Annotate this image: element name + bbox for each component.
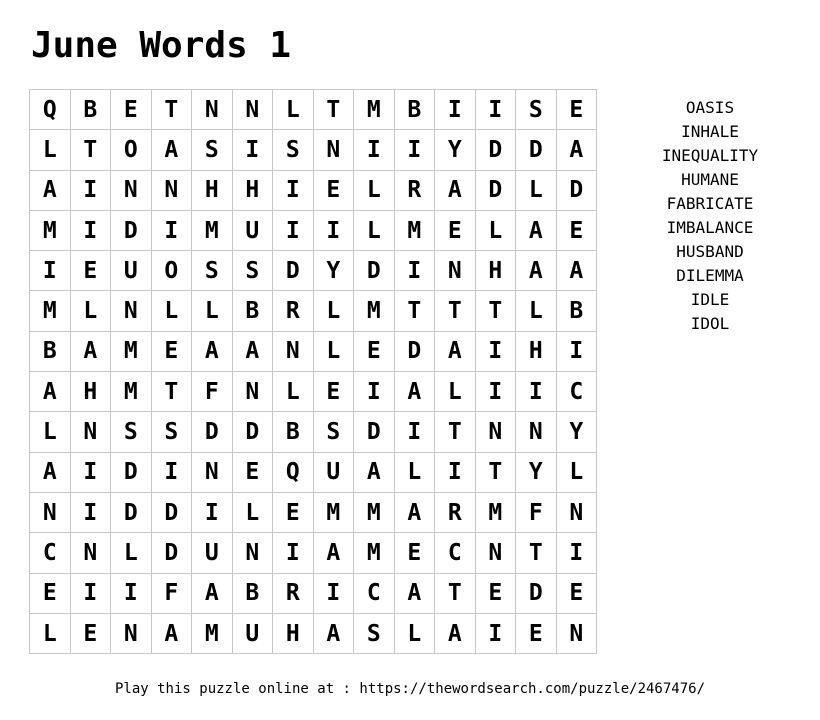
grid-cell: E bbox=[111, 90, 152, 130]
grid-cell: N bbox=[70, 533, 111, 573]
grid-cell: I bbox=[151, 210, 192, 250]
grid-cell: M bbox=[313, 492, 354, 532]
grid-cell: L bbox=[354, 170, 395, 210]
grid-cell: I bbox=[192, 492, 233, 532]
grid-row bbox=[30, 170, 597, 210]
grid-cell: E bbox=[475, 573, 516, 613]
grid-cell: N bbox=[556, 613, 597, 653]
grid-cell: E bbox=[70, 613, 111, 653]
grid-row bbox=[30, 452, 597, 492]
grid-cell: Y bbox=[313, 251, 354, 291]
grid-cell: N bbox=[30, 492, 71, 532]
grid-cell: L bbox=[394, 452, 435, 492]
grid-cell: N bbox=[192, 90, 233, 130]
grid-row bbox=[30, 492, 597, 532]
grid-cell: B bbox=[394, 90, 435, 130]
grid-row bbox=[30, 613, 597, 653]
grid-cell: E bbox=[313, 372, 354, 412]
grid-cell: E bbox=[273, 492, 314, 532]
grid-cell: A bbox=[151, 613, 192, 653]
grid-cell: A bbox=[435, 331, 476, 371]
grid-cell: I bbox=[273, 210, 314, 250]
grid-cell: M bbox=[192, 613, 233, 653]
grid-row bbox=[30, 573, 597, 613]
grid-cell: M bbox=[354, 291, 395, 331]
grid-cell: B bbox=[232, 291, 273, 331]
grid-cell: D bbox=[111, 210, 152, 250]
grid-cell: I bbox=[556, 533, 597, 573]
grid-cell: L bbox=[70, 291, 111, 331]
grid-row bbox=[30, 251, 597, 291]
grid-cell: O bbox=[111, 130, 152, 170]
grid-cell: L bbox=[30, 412, 71, 452]
grid-cell: E bbox=[354, 331, 395, 371]
grid-cell: M bbox=[192, 210, 233, 250]
grid-cell: L bbox=[232, 492, 273, 532]
grid-cell: A bbox=[394, 492, 435, 532]
grid-cell: D bbox=[273, 251, 314, 291]
grid-cell: R bbox=[273, 573, 314, 613]
grid-cell: I bbox=[273, 533, 314, 573]
grid-cell: H bbox=[475, 251, 516, 291]
grid-cell: C bbox=[556, 372, 597, 412]
grid-cell: I bbox=[435, 452, 476, 492]
grid-cell: N bbox=[232, 90, 273, 130]
grid-cell: D bbox=[111, 452, 152, 492]
word-list-item: INEQUALITY bbox=[661, 146, 759, 165]
grid-row bbox=[30, 130, 597, 170]
footer-link-text: Play this puzzle online at : https://thewordsearch.com/puzzle/2467476/ bbox=[114, 681, 705, 697]
grid-cell: A bbox=[192, 573, 233, 613]
grid-cell: U bbox=[111, 251, 152, 291]
grid-cell: D bbox=[556, 170, 597, 210]
grid-cell: B bbox=[232, 573, 273, 613]
grid-cell: U bbox=[313, 452, 354, 492]
grid-cell: E bbox=[435, 210, 476, 250]
grid-cell: U bbox=[232, 210, 273, 250]
word-list bbox=[640, 96, 780, 336]
grid-cell: D bbox=[475, 130, 516, 170]
grid-cell: I bbox=[232, 130, 273, 170]
letter-grid bbox=[29, 89, 597, 654]
grid-cell: N bbox=[475, 412, 516, 452]
grid-cell: I bbox=[111, 573, 152, 613]
grid-cell: F bbox=[151, 573, 192, 613]
grid-cell: N bbox=[151, 170, 192, 210]
grid-cell: A bbox=[30, 372, 71, 412]
word-list-item: OASIS bbox=[685, 98, 735, 117]
grid-cell: D bbox=[475, 170, 516, 210]
grid-cell: A bbox=[435, 613, 476, 653]
grid-cell: N bbox=[192, 452, 233, 492]
grid-cell: T bbox=[435, 291, 476, 331]
word-list-item: INHALE bbox=[681, 122, 739, 141]
grid-cell: L bbox=[30, 613, 71, 653]
grid-cell: I bbox=[394, 251, 435, 291]
grid-cell: D bbox=[354, 412, 395, 452]
grid-cell: I bbox=[70, 170, 111, 210]
grid-cell: N bbox=[556, 492, 597, 532]
grid-cell: E bbox=[70, 251, 111, 291]
grid-cell: D bbox=[232, 412, 273, 452]
grid-cell: M bbox=[354, 90, 395, 130]
word-list-item: IDLE bbox=[690, 290, 730, 309]
grid-cell: D bbox=[394, 331, 435, 371]
grid-cell: I bbox=[70, 573, 111, 613]
grid-cell: N bbox=[435, 251, 476, 291]
grid-cell: T bbox=[435, 412, 476, 452]
grid-cell: N bbox=[111, 613, 152, 653]
grid-cell: E bbox=[232, 452, 273, 492]
word-list-item: IMBALANCE bbox=[666, 218, 754, 237]
grid-cell: E bbox=[30, 573, 71, 613]
grid-cell: I bbox=[70, 210, 111, 250]
grid-cell: L bbox=[111, 533, 152, 573]
grid-cell: I bbox=[556, 331, 597, 371]
grid-cell: E bbox=[556, 573, 597, 613]
grid-cell: B bbox=[70, 90, 111, 130]
grid-cell: T bbox=[151, 90, 192, 130]
grid-cell: M bbox=[111, 372, 152, 412]
grid-cell: L bbox=[394, 613, 435, 653]
grid-cell: N bbox=[232, 372, 273, 412]
grid-cell: F bbox=[516, 492, 557, 532]
grid-cell: C bbox=[435, 533, 476, 573]
grid-cell: E bbox=[556, 210, 597, 250]
grid-cell: A bbox=[151, 130, 192, 170]
grid-cell: D bbox=[192, 412, 233, 452]
grid-cell: I bbox=[475, 90, 516, 130]
grid-cell: I bbox=[30, 251, 71, 291]
grid-cell: N bbox=[313, 130, 354, 170]
grid-cell: A bbox=[556, 251, 597, 291]
grid-cell: R bbox=[394, 170, 435, 210]
grid-cell: R bbox=[435, 492, 476, 532]
grid-cell: H bbox=[273, 613, 314, 653]
grid-cell: A bbox=[313, 533, 354, 573]
grid-cell: T bbox=[70, 130, 111, 170]
grid-cell: O bbox=[151, 251, 192, 291]
grid-cell: T bbox=[394, 291, 435, 331]
grid-cell: L bbox=[354, 210, 395, 250]
grid-cell: T bbox=[516, 533, 557, 573]
grid-cell: L bbox=[273, 372, 314, 412]
grid-cell: M bbox=[394, 210, 435, 250]
grid-cell: L bbox=[192, 291, 233, 331]
grid-cell: B bbox=[273, 412, 314, 452]
grid-cell: L bbox=[151, 291, 192, 331]
grid-cell: I bbox=[475, 331, 516, 371]
grid-cell: S bbox=[516, 90, 557, 130]
word-list-item: DILEMMA bbox=[676, 266, 744, 285]
grid-cell: D bbox=[111, 492, 152, 532]
grid-cell: T bbox=[435, 573, 476, 613]
grid-cell: I bbox=[475, 613, 516, 653]
grid-cell: L bbox=[516, 291, 557, 331]
grid-cell: I bbox=[354, 372, 395, 412]
grid-cell: R bbox=[273, 291, 314, 331]
grid-cell: M bbox=[354, 533, 395, 573]
grid-cell: I bbox=[151, 452, 192, 492]
grid-cell: C bbox=[354, 573, 395, 613]
grid-cell: N bbox=[516, 412, 557, 452]
grid-cell: L bbox=[475, 210, 516, 250]
grid-cell: M bbox=[30, 291, 71, 331]
grid-cell: D bbox=[151, 492, 192, 532]
grid-cell: H bbox=[70, 372, 111, 412]
grid-cell: A bbox=[435, 170, 476, 210]
grid-cell: N bbox=[273, 331, 314, 371]
grid-row bbox=[30, 372, 597, 412]
grid-cell: D bbox=[516, 130, 557, 170]
grid-cell: S bbox=[111, 412, 152, 452]
grid-cell: T bbox=[313, 90, 354, 130]
grid-cell: A bbox=[556, 130, 597, 170]
grid-cell: A bbox=[232, 331, 273, 371]
grid-row bbox=[30, 210, 597, 250]
grid-cell: I bbox=[475, 372, 516, 412]
grid-cell: I bbox=[70, 452, 111, 492]
grid-row bbox=[30, 291, 597, 331]
grid-row bbox=[30, 90, 597, 130]
grid-cell: M bbox=[30, 210, 71, 250]
grid-cell: S bbox=[192, 130, 233, 170]
grid-cell: N bbox=[475, 533, 516, 573]
grid-row bbox=[30, 533, 597, 573]
grid-cell: M bbox=[111, 331, 152, 371]
word-list-item: IDOL bbox=[690, 314, 730, 333]
grid-cell: U bbox=[192, 533, 233, 573]
grid-cell: D bbox=[516, 573, 557, 613]
grid-cell: L bbox=[313, 291, 354, 331]
word-list-item: FABRICATE bbox=[666, 194, 754, 213]
grid-cell: A bbox=[516, 210, 557, 250]
grid-cell: U bbox=[232, 613, 273, 653]
grid-cell: I bbox=[516, 372, 557, 412]
word-list-item: HUMANE bbox=[681, 170, 739, 189]
grid-cell: S bbox=[232, 251, 273, 291]
grid-cell: I bbox=[435, 90, 476, 130]
grid-cell: E bbox=[394, 533, 435, 573]
grid-cell: H bbox=[516, 331, 557, 371]
grid-cell: A bbox=[354, 452, 395, 492]
grid-cell: I bbox=[273, 170, 314, 210]
grid-cell: E bbox=[556, 90, 597, 130]
grid-cell: A bbox=[30, 170, 71, 210]
grid-cell: A bbox=[313, 613, 354, 653]
grid-cell: Y bbox=[435, 130, 476, 170]
grid-cell: F bbox=[192, 372, 233, 412]
grid-cell: E bbox=[313, 170, 354, 210]
grid-cell: B bbox=[30, 331, 71, 371]
grid-cell: L bbox=[556, 452, 597, 492]
grid-cell: E bbox=[151, 331, 192, 371]
grid-cell: L bbox=[273, 90, 314, 130]
grid-cell: L bbox=[516, 170, 557, 210]
grid-cell: N bbox=[232, 533, 273, 573]
grid-cell: S bbox=[354, 613, 395, 653]
grid-cell: I bbox=[354, 130, 395, 170]
grid-cell: Y bbox=[516, 452, 557, 492]
grid-cell: I bbox=[313, 573, 354, 613]
grid-cell: I bbox=[313, 210, 354, 250]
grid-cell: I bbox=[70, 492, 111, 532]
grid-row bbox=[30, 412, 597, 452]
grid-cell: A bbox=[192, 331, 233, 371]
grid-cell: A bbox=[516, 251, 557, 291]
grid-cell: Q bbox=[273, 452, 314, 492]
grid-cell: S bbox=[273, 130, 314, 170]
grid-cell: N bbox=[111, 291, 152, 331]
grid-cell: D bbox=[151, 533, 192, 573]
grid-cell: S bbox=[151, 412, 192, 452]
grid-cell: L bbox=[30, 130, 71, 170]
grid-cell: E bbox=[516, 613, 557, 653]
grid-cell: S bbox=[192, 251, 233, 291]
grid-cell: H bbox=[232, 170, 273, 210]
grid-cell: N bbox=[70, 412, 111, 452]
grid-cell: A bbox=[70, 331, 111, 371]
grid-cell: T bbox=[151, 372, 192, 412]
grid-cell: M bbox=[475, 492, 516, 532]
grid-cell: S bbox=[313, 412, 354, 452]
grid-cell: A bbox=[30, 452, 71, 492]
grid-cell: L bbox=[435, 372, 476, 412]
grid-cell: I bbox=[394, 412, 435, 452]
grid-cell: M bbox=[354, 492, 395, 532]
grid-cell: B bbox=[556, 291, 597, 331]
grid-cell: L bbox=[313, 331, 354, 371]
grid-cell: A bbox=[394, 573, 435, 613]
grid-cell: I bbox=[394, 130, 435, 170]
grid-cell: T bbox=[475, 452, 516, 492]
grid-cell: A bbox=[394, 372, 435, 412]
grid-cell: H bbox=[192, 170, 233, 210]
puzzle-title: June Words 1 bbox=[31, 25, 292, 66]
grid-cell: N bbox=[111, 170, 152, 210]
grid-cell: Q bbox=[30, 90, 71, 130]
grid-row bbox=[30, 331, 597, 371]
grid-cell: D bbox=[354, 251, 395, 291]
grid-cell: T bbox=[475, 291, 516, 331]
grid-cell: Y bbox=[556, 412, 597, 452]
word-list-item: HUSBAND bbox=[676, 242, 744, 261]
grid-cell: C bbox=[30, 533, 71, 573]
